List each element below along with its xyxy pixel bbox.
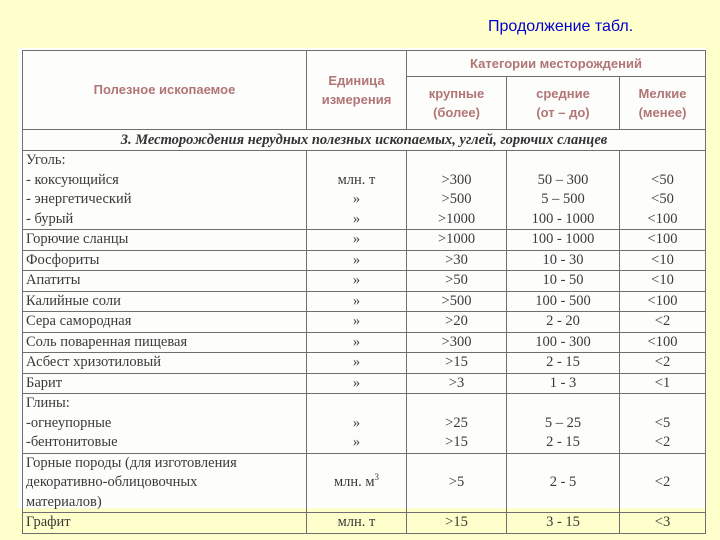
small-cell: <100 [620, 332, 706, 353]
clay-medium-value: 2 - 15 [546, 434, 580, 450]
clay-large-value: >15 [445, 434, 468, 450]
header-categories: Категории месторождений [407, 51, 706, 77]
rocks-unit-text: млн. м [333, 474, 375, 490]
mineral-name: Сера самородная [23, 312, 307, 333]
coal-unit [310, 151, 403, 171]
large-cell: >500 [407, 291, 507, 312]
small-cell: <100 [620, 291, 706, 312]
mineral-name: Горючие сланцы [23, 230, 307, 251]
clay-large-value: >25 [445, 414, 468, 431]
clay-unit: » [352, 414, 361, 431]
coal-medium-value: 5 – 500 [541, 191, 585, 207]
coal-medium-value [510, 151, 616, 171]
table-row [23, 250, 706, 271]
table-row-rocks [23, 453, 706, 513]
table-row-coal [23, 151, 706, 230]
large-cell: >50 [407, 271, 507, 292]
medium-cell: 100 - 300 [507, 332, 620, 353]
table-row [23, 291, 706, 312]
medium-cell: 10 - 50 [507, 271, 620, 292]
clays-units [307, 394, 407, 454]
header-unit-line1: Единица [328, 72, 385, 88]
medium-cell: 2 - 20 [507, 312, 620, 333]
rocks-medium: 2 - 5 [507, 453, 620, 513]
medium-cell: 1 - 3 [507, 373, 620, 394]
coal-medium-value: 100 - 1000 [531, 210, 595, 227]
table-row [23, 271, 706, 292]
medium-cell: 100 - 500 [507, 291, 620, 312]
header-medium [507, 77, 620, 130]
mineral-name: Соль поваренная пищевая [23, 332, 307, 353]
clays-names [23, 394, 307, 454]
header-medium-line1: средние [536, 85, 590, 101]
deposits-table [22, 50, 706, 534]
rocks-unit [307, 453, 407, 513]
graphite-name: Графит [23, 513, 307, 534]
rocks-name [23, 453, 307, 513]
table-row [23, 312, 706, 333]
coal-small [620, 151, 706, 230]
coal-small-value [623, 151, 702, 171]
clays-small [620, 394, 706, 454]
clay-small-value: <5 [654, 414, 671, 431]
coal-unit: » [352, 191, 361, 207]
header-medium-line2: (от – до) [536, 105, 590, 121]
coal-unit: млн. т [337, 171, 376, 188]
rocks-unit-sup: 3 [374, 472, 380, 483]
coal-name: - энергетический [26, 191, 132, 207]
large-cell: >1000 [407, 230, 507, 251]
rocks-name-line: материалов) [26, 493, 102, 510]
header-unit-line2: измерения [321, 92, 392, 107]
large-cell: >300 [407, 332, 507, 353]
small-cell: <10 [620, 250, 706, 271]
header-small [620, 77, 706, 130]
large-cell: >15 [407, 353, 507, 374]
clay-medium-value [510, 394, 616, 414]
header-unit [307, 51, 407, 130]
large-cell: >3 [407, 373, 507, 394]
unit-cell: » [307, 312, 407, 333]
rocks-small: <2 [620, 453, 706, 513]
unit-cell: » [307, 230, 407, 251]
rocks-name-line: декоративно-облицовочных [26, 474, 198, 490]
coal-units [307, 151, 407, 230]
table-row [23, 353, 706, 374]
header-small-line1: Мелкие [638, 85, 687, 101]
header-large [407, 77, 507, 130]
rocks-name-line: Горные породы (для изготовления [26, 454, 237, 471]
clay-name: Глины: [26, 395, 70, 411]
small-cell: <2 [620, 312, 706, 333]
coal-medium [507, 151, 620, 230]
slide-title: Продолжение табл. [488, 18, 634, 35]
unit-cell: » [307, 373, 407, 394]
large-cell: >30 [407, 250, 507, 271]
small-cell: <2 [620, 353, 706, 374]
coal-medium-value: 50 – 300 [537, 171, 589, 188]
header-large-line2: (более) [433, 105, 480, 121]
small-cell: <100 [620, 230, 706, 251]
mineral-name: Апатиты [23, 271, 307, 292]
graphite-unit: млн. т [307, 513, 407, 534]
coal-small-value: <100 [647, 210, 678, 227]
mineral-name: Калийные соли [23, 291, 307, 312]
coal-large [407, 151, 507, 230]
graphite-small: <3 [620, 513, 706, 534]
coal-large-value: >500 [441, 191, 472, 207]
coal-large-value: >1000 [437, 210, 476, 227]
clays-large [407, 394, 507, 454]
clay-small-value [623, 394, 702, 414]
table-row [23, 373, 706, 394]
coal-names [23, 151, 307, 230]
table-row [23, 230, 706, 251]
clay-large-value [410, 394, 503, 414]
clay-name: -огнеупорные [26, 414, 112, 431]
clay-unit: » [352, 434, 361, 450]
table-row-clays [23, 394, 706, 454]
header-small-line2: (менее) [638, 105, 687, 121]
coal-name: - бурый [26, 210, 74, 227]
table-row-graphite [23, 513, 706, 534]
coal-large-value [410, 151, 503, 171]
coal-large-value: >300 [441, 171, 472, 188]
section-title: 3. Месторождения нерудных полезных ископаемых, углей, горючих сланцев [23, 130, 706, 151]
coal-unit: » [352, 210, 361, 227]
coal-small-value: <50 [651, 171, 674, 188]
large-cell: >20 [407, 312, 507, 333]
small-cell: <10 [620, 271, 706, 292]
medium-cell: 10 - 30 [507, 250, 620, 271]
clay-medium-value: 5 – 25 [544, 414, 582, 431]
table-header-row [23, 51, 706, 77]
header-large-line1: крупные [428, 85, 485, 101]
clay-small-value: <2 [654, 434, 671, 450]
medium-cell: 2 - 15 [507, 353, 620, 374]
mineral-name: Барит [23, 373, 307, 394]
mineral-name: Асбест хризотиловый [23, 353, 307, 374]
graphite-medium: 3 - 15 [507, 513, 620, 534]
small-cell: <1 [620, 373, 706, 394]
table-row [23, 332, 706, 353]
coal-name: - коксующийся [26, 171, 119, 188]
unit-cell: » [307, 291, 407, 312]
header-mineral: Полезное ископаемое [23, 51, 307, 130]
unit-cell: » [307, 353, 407, 374]
mineral-name: Фосфориты [23, 250, 307, 271]
clay-unit [310, 394, 403, 414]
graphite-large: >15 [407, 513, 507, 534]
unit-cell: » [307, 271, 407, 292]
rocks-large: >5 [407, 453, 507, 513]
unit-cell: » [307, 332, 407, 353]
clays-medium [507, 394, 620, 454]
coal-small-value: <50 [651, 191, 674, 207]
unit-cell: » [307, 250, 407, 271]
medium-cell: 100 - 1000 [507, 230, 620, 251]
coal-name: Уголь: [26, 152, 66, 168]
section-row [23, 130, 706, 151]
clay-name: -бентонитовые [26, 434, 118, 450]
